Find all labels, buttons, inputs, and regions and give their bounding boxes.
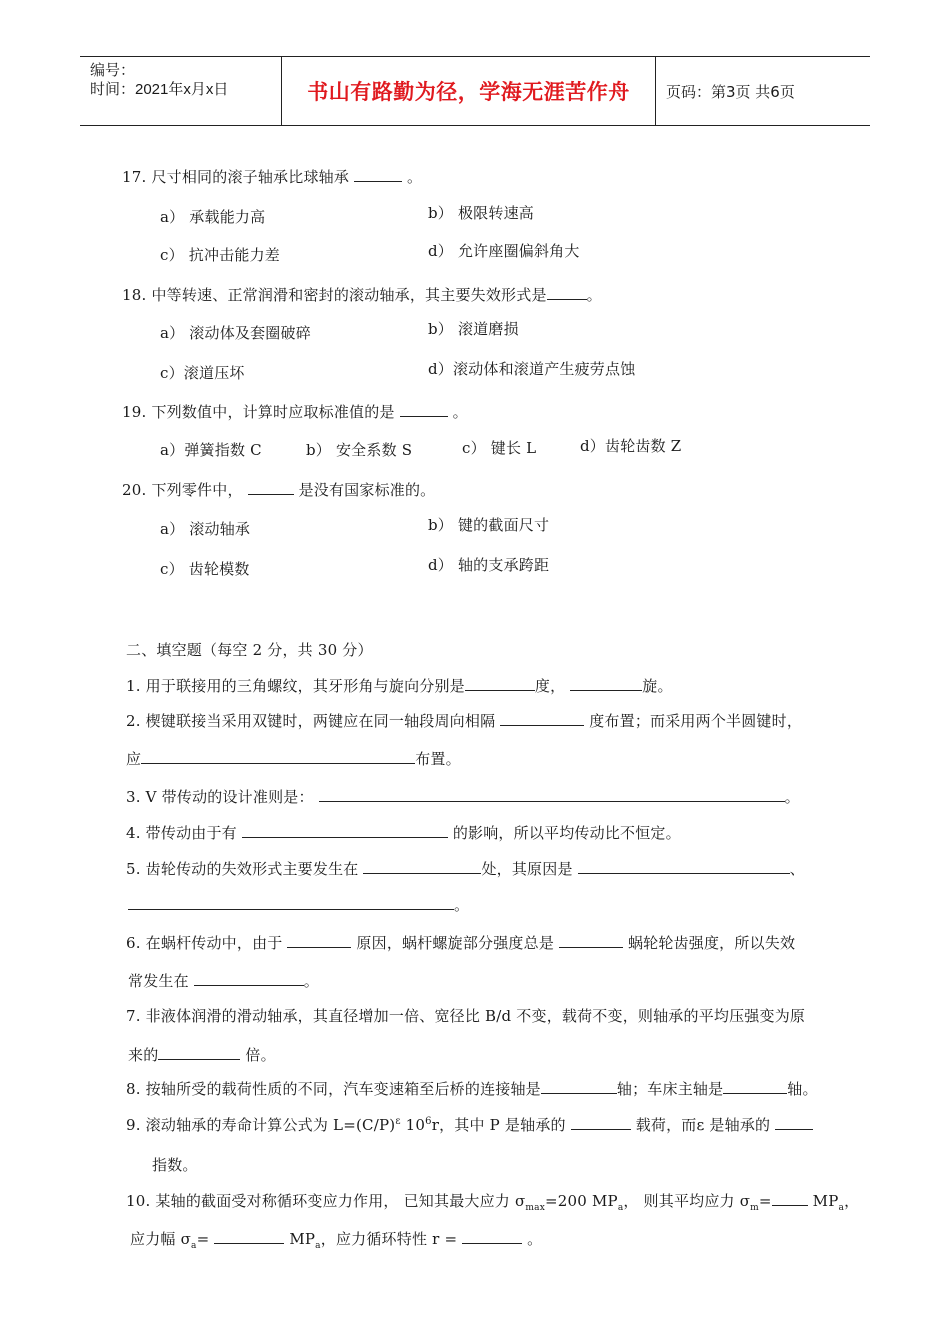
q18-option-c: c）滚道压坏 <box>160 364 245 382</box>
answer-blank <box>578 861 790 874</box>
q19-option-c: c） 键长 L <box>462 439 537 457</box>
answer-blank <box>248 482 294 495</box>
fill-question-4: 4. 带传动由于有 的影响，所以平均传动比不恒定。 <box>126 824 681 842</box>
page-info: 页码：第3页 共6页 <box>666 82 795 101</box>
q20-option-a: a） 滚动轴承 <box>160 520 251 538</box>
q18-option-a: a） 滚动体及套圈破碎 <box>160 324 311 342</box>
fill-question-9: 9. 滚动轴承的寿命计算公式为 $L=(C/P)^\varepsilon$ $10^6r$，其中 P 是轴承的 载荷，而ε 是轴承的 <box>126 1114 813 1135</box>
time-label: 时间：2021年x月x日 <box>90 81 229 98</box>
answer-blank <box>354 169 402 182</box>
answer-blank <box>194 973 304 986</box>
q20-option-d: d） 轴的支承跨距 <box>428 556 550 574</box>
question-19-stem: 19. 下列数值中，计算时应取标准值的是 。 <box>122 403 468 421</box>
question-20-stem: 20. 下列零件中， 是没有国家标准的。 <box>122 481 436 499</box>
answer-blank <box>400 404 448 417</box>
fill-question-10: 10. 某轴的截面受对称循环变应力作用， 已知其最大应力 $\sigma_{max}=200$ $MP_a$， 则其平均应力 $\sigma_m= MP_a$， <box>126 1192 860 1213</box>
answer-blank <box>141 751 415 764</box>
answer-blank <box>158 1047 240 1060</box>
answer-blank <box>465 678 535 691</box>
q19-option-b: b） 安全系数 S <box>306 441 413 459</box>
answer-blank <box>462 1231 522 1244</box>
q17-option-a: a） 承载能力高 <box>160 208 266 226</box>
answer-blank <box>571 1117 631 1130</box>
answer-blank <box>559 935 623 948</box>
fill-question-5-line2: 。 <box>128 894 469 915</box>
number-label: 编号： <box>90 62 136 79</box>
answer-blank <box>772 1193 808 1206</box>
answer-blank <box>541 1081 617 1094</box>
fill-question-5: 5. 齿轮传动的失效形式主要发生在 处，其原因是 、 <box>126 860 805 878</box>
answer-blank <box>500 713 584 726</box>
fill-question-2: 2. 楔键联接当采用双键时，两键应在同一轴段周向相隔 度布置；而采用两个半圆键时， <box>126 712 803 730</box>
answer-blank <box>287 935 351 948</box>
q17-option-b: b） 极限转速高 <box>428 204 534 222</box>
question-18-stem: 18. 中等转速、正常润滑和密封的滚动轴承，其主要失效形式是 。 <box>122 286 602 304</box>
fill-question-7: 7. 非液体润滑的滑动轴承，其直径增加一倍、宽径比 B/d 不变，载荷不变，则轴承的平均压强变为原 <box>126 1007 806 1025</box>
q18-option-d: d）滚动体和滚道产生疲劳点蚀 <box>428 360 636 378</box>
fill-section-title: 二、填空题（每空 2 分，共 30 分） <box>126 641 373 659</box>
fill-question-6-line2: 常发生在 。 <box>128 972 319 990</box>
answer-blank <box>128 897 454 910</box>
question-17-stem: 17. 尺寸相同的滚子轴承比球轴承 。 <box>122 168 423 186</box>
fill-question-7-line2: 来的 倍。 <box>128 1046 276 1064</box>
answer-blank <box>363 861 481 874</box>
q17-option-d: d） 允许座圈偏斜角大 <box>428 242 580 260</box>
header-motto: 书山有路勤为径，学海无涯苦作舟 <box>281 57 656 125</box>
answer-blank <box>547 287 587 300</box>
q19-option-d: d）齿轮齿数 Z <box>580 437 682 455</box>
q20-option-b: b） 键的截面尺寸 <box>428 516 550 534</box>
page-header <box>80 56 870 126</box>
answer-blank <box>775 1117 813 1130</box>
answer-blank <box>570 678 642 691</box>
fill-question-10-line2: 应力幅 $\sigma_a= MP_a$，应力循环特性 r = 。 <box>130 1230 543 1251</box>
answer-blank <box>214 1231 284 1244</box>
fill-question-6: 6. 在蜗杆传动中，由于 原因，蜗杆螺旋部分强度总是 蜗轮轮齿强度，所以失效 <box>126 934 796 952</box>
q18-option-b: b） 滚道磨损 <box>428 320 519 338</box>
q20-option-c: c） 齿轮模数 <box>160 560 250 578</box>
fill-question-1: 1. 用于联接用的三角螺纹，其牙形角与旋向分别是 度， 旋。 <box>126 677 673 695</box>
answer-blank <box>723 1081 787 1094</box>
header-meta <box>80 57 280 125</box>
answer-blank <box>242 825 448 838</box>
fill-question-2-line2: 应 布置。 <box>126 750 461 768</box>
fill-question-8: 8. 按轴所受的载荷性质的不同，汽车变速箱至后桥的连接轴是 轴；车床主轴是 轴。 <box>126 1080 818 1098</box>
answer-blank <box>319 789 785 802</box>
q17-option-c: c） 抗冲击能力差 <box>160 246 280 264</box>
fill-question-3: 3. V 带传动的设计准则是： 。 <box>126 788 800 806</box>
q19-option-a: a）弹簧指数 C <box>160 441 262 459</box>
fill-question-9-line2: 指数。 <box>152 1156 198 1174</box>
